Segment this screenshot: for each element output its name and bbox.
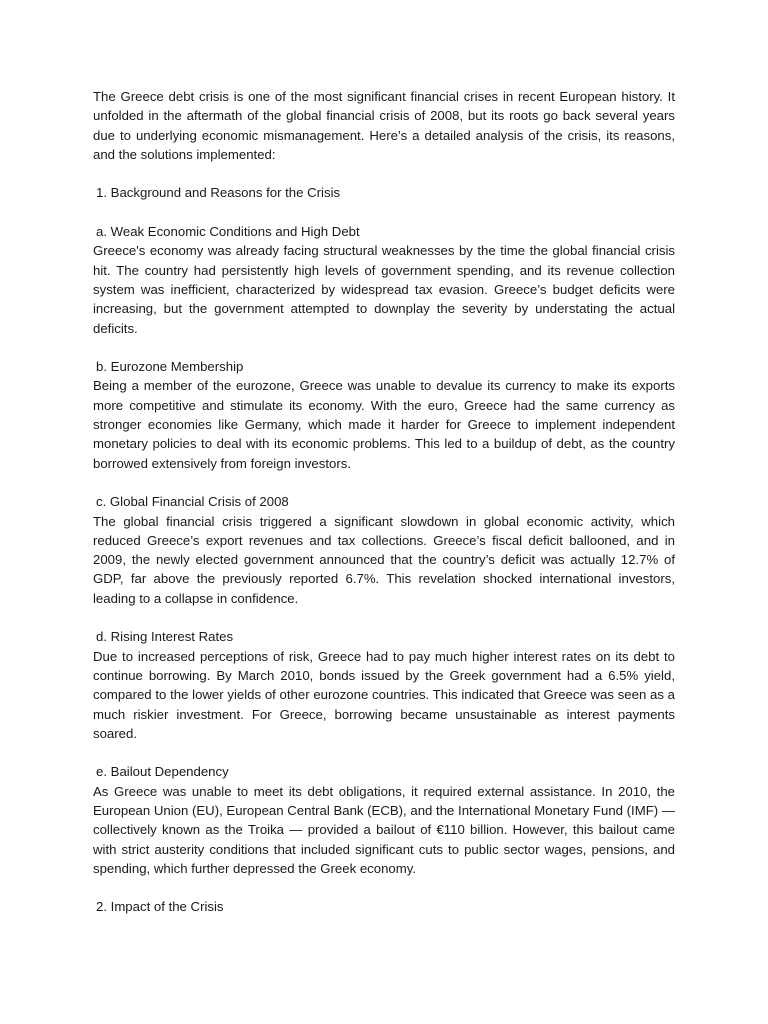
document-page [93,87,675,917]
subsection-heading-interest-rates: d. Rising Interest Rates [96,629,234,645]
section-heading-background: 1. Background and Reasons for the Crisis [96,185,341,201]
subsection-heading-bailout: e. Bailout Dependency [96,764,229,780]
subsection-body-bailout: As Greece was unable to meet its debt obligations, it required external assistance. In 2010, the European Union (EU), European Central Bank (ECB), and the International Monetary Fund (IMF) — collectively known as the Troika — provided a bailout of €110 billion. However, this bailout came with strict austerity conditions that included significant cuts to public sector wages, pensions, and spending, which further depressed the Greek economy. [93,783,675,876]
subsection-heading-weak-economy: a. Weak Economic Conditions and High Debt [96,224,360,240]
spacer [93,878,675,897]
spacer [93,608,675,627]
subsection-heading-global-crisis: c. Global Financial Crisis of 2008 [96,494,289,510]
subsection-body-interest-rates: Due to increased perceptions of risk, Greece had to pay much higher interest rates on its debt to continue borrowing. By March 2010, bonds issued by the Greek government had a 6.5% yield, compared to the lower yields of other eurozone countries. This indicated that Greece was seen as a much riskier investment. For Greece, borrowing became unsustainable as interest payments soared. [93,648,675,741]
spacer [93,338,675,357]
section-heading-impact: 2. Impact of the Crisis [96,899,224,915]
subsection-body-weak-economy: Greece's economy was already facing structural weaknesses by the time the global financial crisis hit. The country had persistently high levels of government spending, and its revenue collection system was inefficient, characterized by widespread tax evasion. Greece’s budget deficits were increasing, but the government attempted to downplay the severity by understating the actual deficits. [93,243,675,336]
spacer [93,203,675,222]
subsection-heading-eurozone: b. Eurozone Membership [96,359,244,375]
spacer [93,743,675,762]
spacer [93,164,675,183]
subsection-body-eurozone: Being a member of the eurozone, Greece was unable to devalue its currency to make its exports more competitive and stimulate its economy. With the euro, Greece had the same currency as stronger economies like Germany, which made it harder for Greece to implement independent monetary policies to deal with its economic problems. This led to a buildup of debt, as the country borrowed extensively from foreign investors. [93,378,675,471]
subsection-body-global-crisis: The global financial crisis triggered a significant slowdown in global economic activity, which reduced Greece’s export revenues and tax collections. Greece’s fiscal deficit ballooned, and in 2009, the newly elected government announced that the country’s deficit was actually 12.7% of GDP, far above the previously reported 6.7%. This revelation shocked international investors, leading to a collapse in confidence. [93,513,675,606]
intro-paragraph: The Greece debt crisis is one of the most significant financial crises in recent European history. It unfolded in the aftermath of the global financial crisis of 2008, but its roots go back several years due to underlying economic mismanagement. Here’s a detailed analysis of the crisis, its reasons, and the solutions implemented: [93,89,675,162]
spacer [93,473,675,492]
